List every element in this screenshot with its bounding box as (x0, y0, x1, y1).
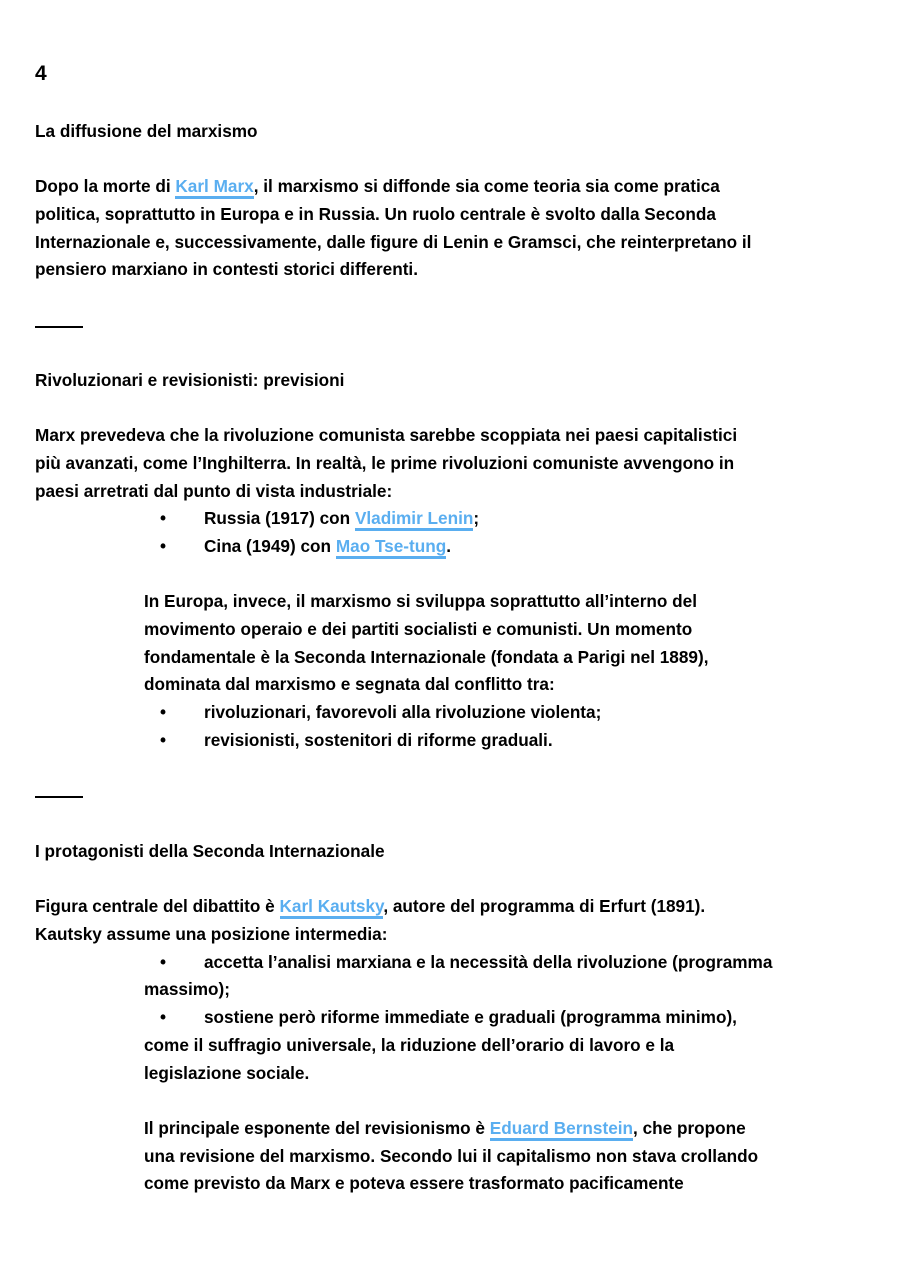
section-heading-diffusione: La diffusione del marxismo (35, 121, 258, 141)
link-karl-marx[interactable]: Karl Marx (175, 176, 253, 199)
paragraph-line (35, 173, 720, 201)
paragraph-line: In Europa, invece, il marxismo si sviluppa soprattutto all’interno del (144, 591, 697, 611)
paragraph-line: più avanzati, come l’Inghilterra. In realtà, le prime rivoluzioni comuniste avvengono in (35, 453, 735, 473)
section-heading-protagonisti: I protagonisti della Seconda Internazionale (35, 841, 385, 861)
link-karl-kautsky[interactable]: Karl Kautsky (280, 896, 384, 919)
list-item-rivoluzionari: rivoluzionari, favorevoli alla rivoluzione violenta; (204, 702, 602, 722)
section-divider (35, 796, 83, 798)
list-item-revisionisti: revisionisti, sostenitori di riforme graduali. (204, 730, 553, 750)
bullet-marker: • (160, 952, 167, 972)
link-vladimir-lenin[interactable]: Vladimir Lenin (355, 508, 473, 531)
paragraph-line: una revisione del marxismo. Secondo lui il capitalismo non stava crollando (144, 1146, 759, 1166)
link-mao-tse-tung[interactable]: Mao Tse-tung (336, 536, 446, 559)
list-item-sostiene: sostiene però riforme immediate e graduali (programma minimo), (204, 1007, 737, 1027)
text-run: , autore del programma di Erfurt (1891). (383, 896, 706, 916)
text-run: ; (473, 508, 480, 528)
section-heading-rivoluzionari: Rivoluzionari e revisionisti: previsioni (35, 370, 345, 390)
list-item-russia (204, 505, 479, 533)
section-divider (35, 326, 83, 328)
paragraph-line: Internazionale e, successivamente, dalle figure di Lenin e Gramsci, che reinterpretano il (35, 232, 752, 252)
text-run: . (446, 536, 452, 556)
paragraph-line: fondamentale è la Seconda Internazionale (fondata a Parigi nel 1889), (144, 647, 709, 667)
text-run: Il principale esponente del revisionismo è (144, 1118, 490, 1138)
paragraph-line: paesi arretrati dal punto di vista industriale: (35, 481, 393, 501)
bullet-marker: • (160, 536, 167, 556)
text-run: Cina (1949) con (204, 536, 336, 556)
list-item-continuation: come il suffragio universale, la riduzione dell’orario di lavoro e la (144, 1035, 675, 1055)
text-run: , che propone (633, 1118, 746, 1138)
list-item-continuation: legislazione sociale. (144, 1063, 310, 1083)
paragraph-line: politica, soprattutto in Europa e in Russia. Un ruolo centrale è svolto dalla Seconda (35, 204, 716, 224)
paragraph-line: movimento operaio e dei partiti socialisti e comunisti. Un momento (144, 619, 693, 639)
paragraph-line (35, 893, 705, 921)
link-eduard-bernstein[interactable]: Eduard Bernstein (490, 1118, 633, 1141)
paragraph-line: pensiero marxiano in contesti storici differenti. (35, 259, 418, 279)
list-item-cina (204, 533, 451, 561)
text-run: Dopo la morte di (35, 176, 176, 196)
paragraph-line: Kautsky assume una posizione intermedia: (35, 924, 388, 944)
paragraph-line: come previsto da Marx e poteva essere trasformato pacificamente (144, 1173, 684, 1193)
paragraph-line (144, 1115, 746, 1143)
page-number: 4 (35, 62, 47, 85)
list-item-continuation: massimo); (144, 979, 230, 999)
bullet-marker: • (160, 1007, 167, 1027)
bullet-marker: • (160, 508, 167, 528)
bullet-marker: • (160, 730, 167, 750)
text-run: Russia (1917) con (204, 508, 355, 528)
list-item-accetta: accetta l’analisi marxiana e la necessità della rivoluzione (programma (204, 952, 773, 972)
text-run: , il marxismo si diffonde sia come teoria sia come pratica (253, 176, 720, 196)
bullet-marker: • (160, 702, 167, 722)
text-run: Figura centrale del dibattito è (35, 896, 280, 916)
paragraph-line: dominata dal marxismo e segnata dal conflitto tra: (144, 674, 555, 694)
paragraph-line: Marx prevedeva che la rivoluzione comunista sarebbe scoppiata nei paesi capitalistici (35, 425, 738, 445)
